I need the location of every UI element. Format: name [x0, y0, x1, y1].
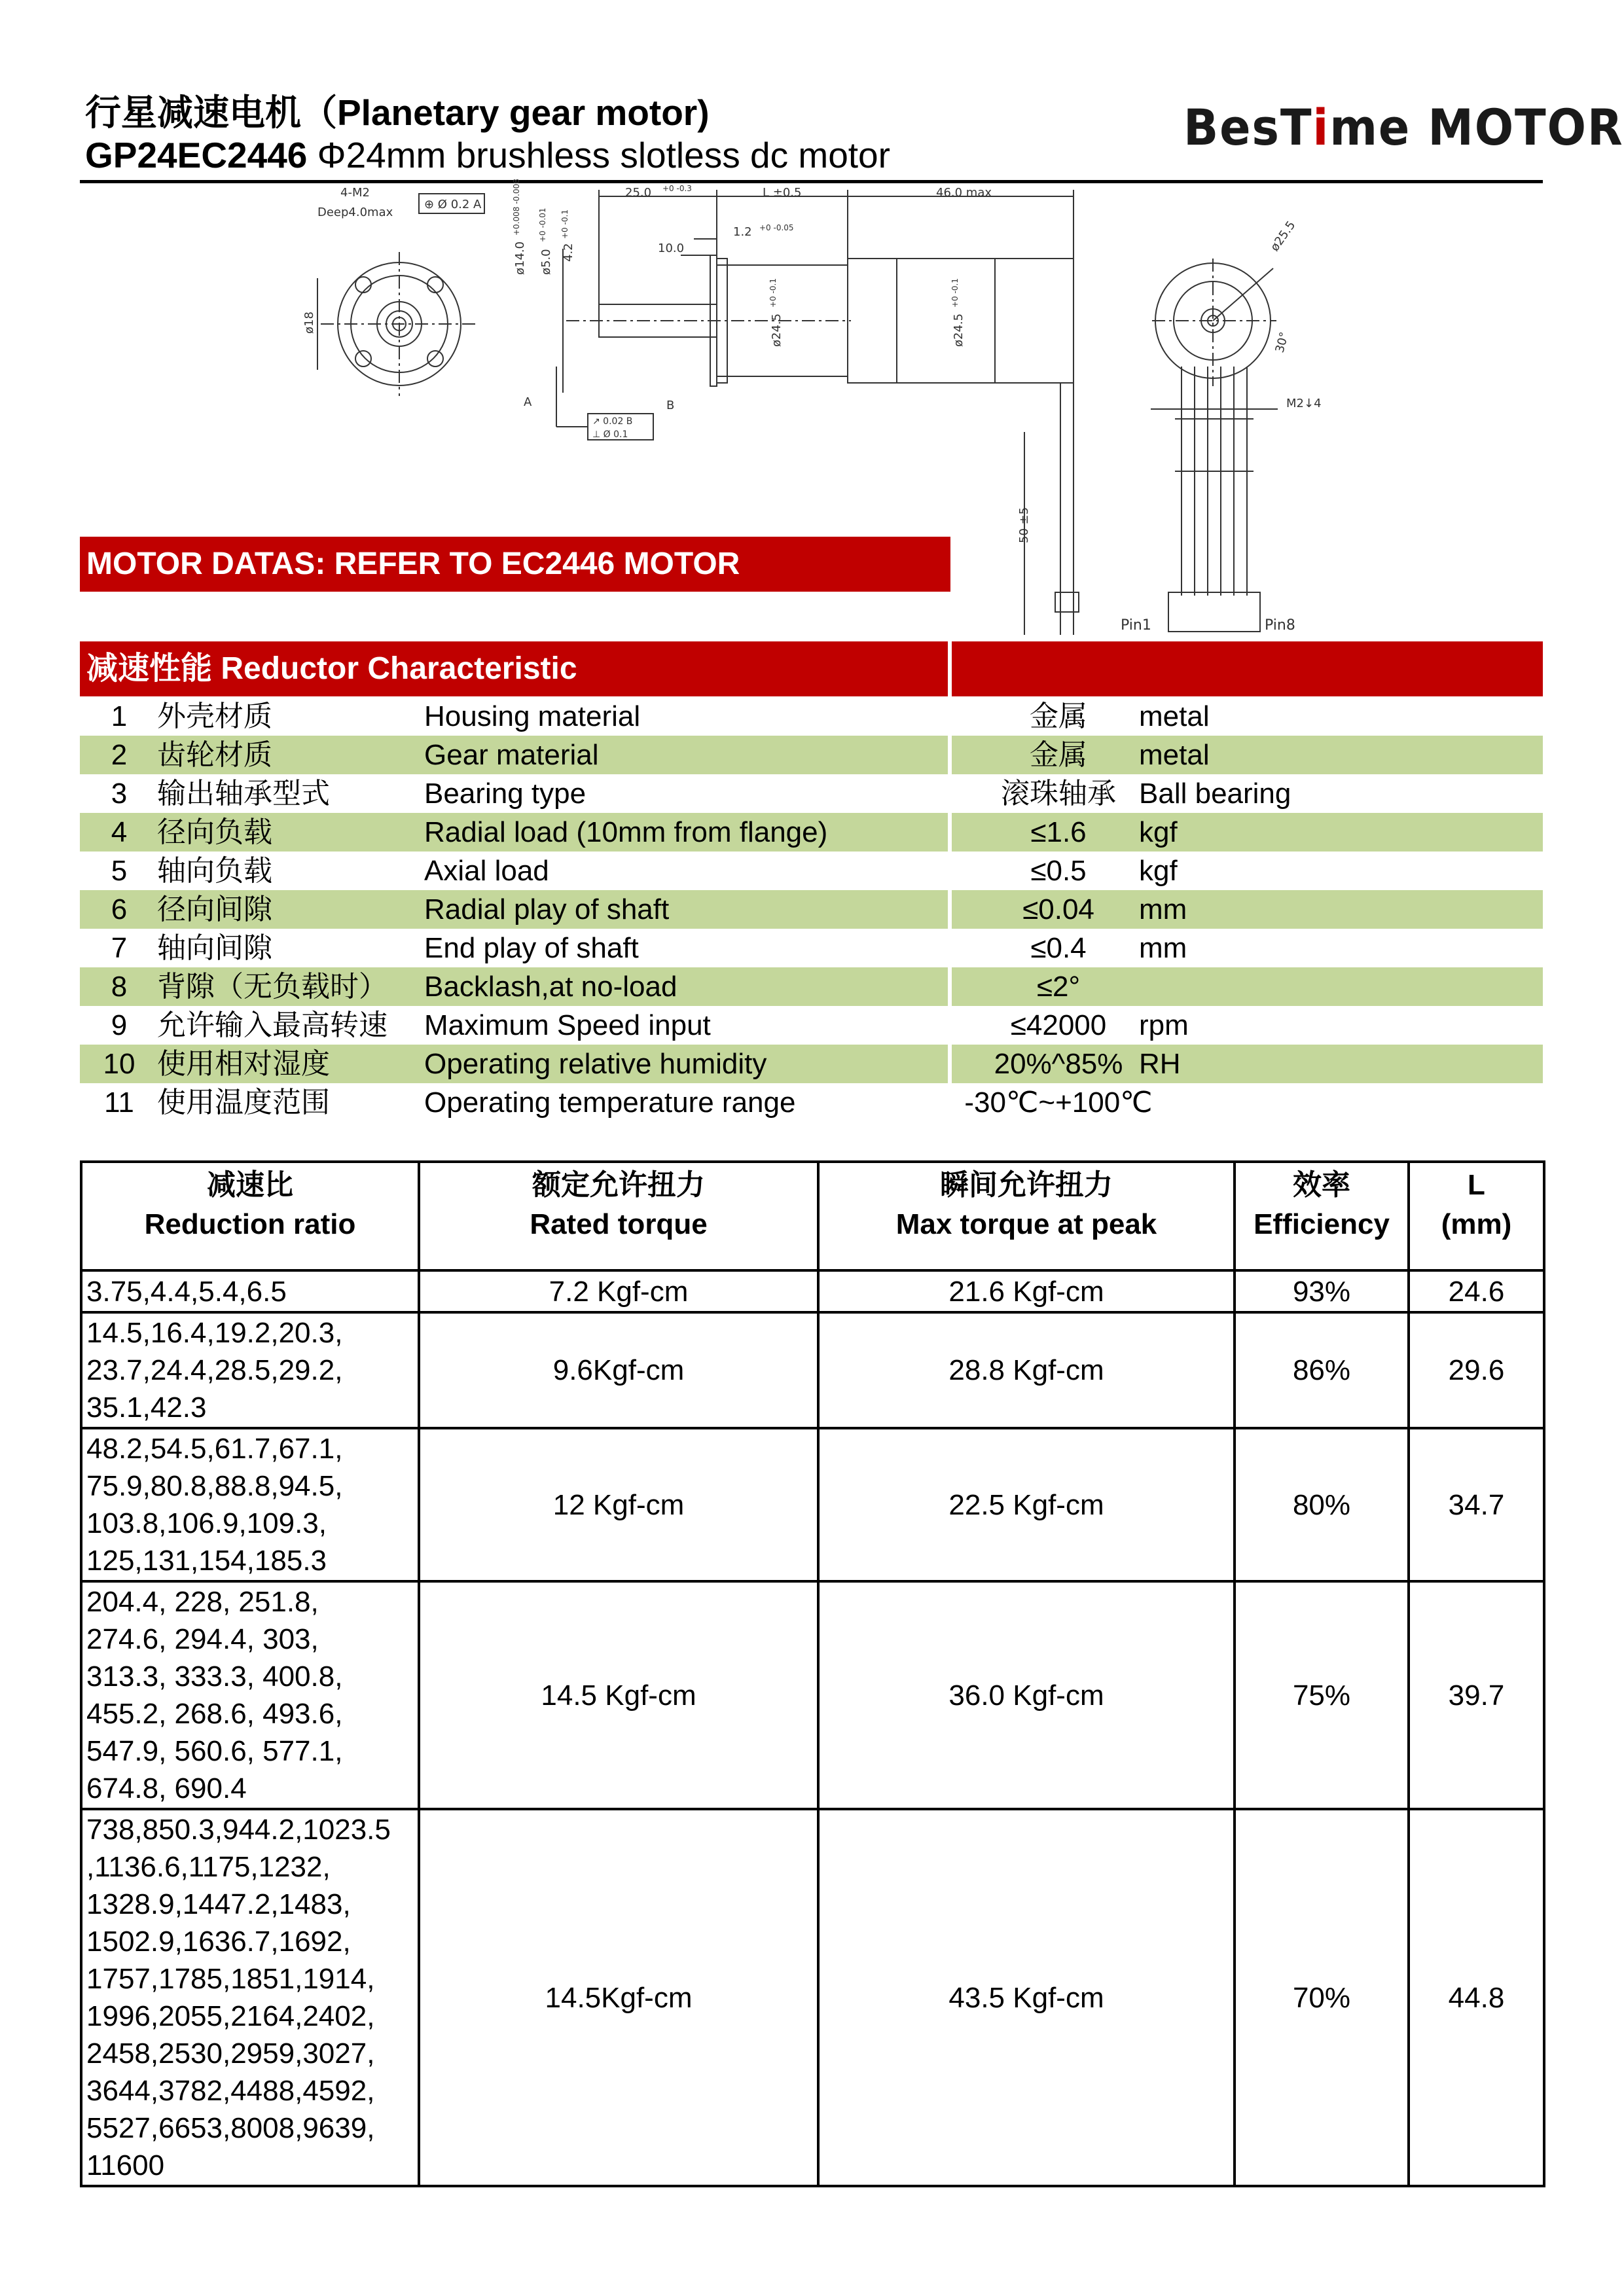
runout-tolerance: ↗ 0.02 B	[592, 416, 633, 427]
rated-cell: 14.5Kgf-cm	[419, 1809, 818, 2186]
header-ratio: 减速比 Reduction ratio	[81, 1162, 419, 1270]
header-length: L (mm)	[1409, 1162, 1544, 1270]
dim-4-2-tol: +0 -0.1	[560, 209, 569, 239]
peak-cell: 36.0 Kgf-cm	[818, 1581, 1235, 1809]
peak-cell: 43.5 Kgf-cm	[818, 1809, 1235, 2186]
dia-5: ø5.0	[539, 249, 553, 275]
dim-10: 10.0	[658, 242, 685, 255]
ratio-cell: 738,850.3,944.2,1023.5 ,1136.6,1175,1232, 1328.9,1447.2,1483, 1502.9,1636.7,1692, 1757,1785,1851,1914, 1996,2055,2164,2402, 2458,2530,2959,3027, 3644,3782,4488,4592, 5527,6653,8008,9639, 11600	[81, 1809, 419, 2186]
rated-cell: 7.2 Kgf-cm	[419, 1270, 818, 1312]
datum-a: A	[524, 395, 532, 409]
char-row-7: 7 轴向间隙 End play of shaft ≤0.4 mm	[111, 931, 1187, 965]
dia-5-tol: +0 -0.01	[538, 207, 547, 242]
rated-cell: 12 Kgf-cm	[419, 1428, 818, 1581]
dia-24-5-gearbox: ø24.5	[770, 313, 784, 347]
angle-30: 30°	[1272, 331, 1292, 355]
pin1-label: Pin1	[1121, 617, 1151, 634]
depth-label: Deep4.0max	[317, 206, 393, 219]
dim-1-2-tol: +0 -0.05	[759, 223, 794, 232]
pin8-label: Pin8	[1265, 617, 1295, 634]
model-number: GP24EC2446	[85, 135, 308, 175]
reductor-heading-cn: 减速性能	[86, 651, 213, 686]
table-row	[81, 1809, 1544, 2186]
char-row-6: 6 径向间隙 Radial play of shaft ≤0.04 mm	[80, 890, 1543, 929]
brand-logo: BesTime MOTOR	[1183, 98, 1624, 156]
lead-length: 50 ±5	[1017, 507, 1031, 543]
table-row	[81, 1270, 1544, 1312]
char-row-4: 4 径向负载 Radial load (10mm from flange) ≤1.6 kgf	[80, 813, 1543, 852]
dia-24-5-motor-tol: +0 -0.1	[950, 278, 960, 308]
perpendicularity-tolerance: ⊥ Ø 0.1	[592, 429, 628, 440]
table-row	[81, 1428, 1544, 1581]
table-row	[81, 1312, 1544, 1428]
length-cell: 29.6	[1409, 1312, 1544, 1428]
dia-18: ø18	[302, 312, 316, 334]
efficiency-cell: 75%	[1235, 1581, 1409, 1809]
length-cell: 34.7	[1409, 1428, 1544, 1581]
ratio-cell: 204.4, 228, 251.8, 274.6, 294.4, 303, 313.3, 333.3, 400.8, 455.2, 268.6, 493.6, 547.9, 560.6, 577.1, 674.8, 690.4	[81, 1581, 419, 1809]
model-description: Φ24mm brushless slotless dc motor	[307, 135, 890, 175]
table-row	[81, 1581, 1544, 1809]
table-header-row	[81, 1162, 1544, 1270]
motor-datas-banner: MOTOR DATAS: REFER TO EC2446 MOTOR	[80, 537, 950, 592]
ratio-cell: 48.2,54.5,61.7,67.1, 75.9,80.8,88.8,94.5, 103.8,106.9,109.3, 125,131,154,185.3	[81, 1428, 419, 1581]
dim-25: 25.0	[625, 186, 652, 200]
efficiency-cell: 93%	[1235, 1270, 1409, 1312]
dim-1-2: 1.2	[733, 225, 752, 239]
dim-46: 46.0 max	[936, 186, 992, 200]
peak-cell: 21.6 Kgf-cm	[818, 1270, 1235, 1312]
char-row-3: 3 输出轴承型式 Bearing type 滚珠轴承 Ball bearing	[111, 777, 1291, 810]
datum-b: B	[666, 399, 675, 412]
efficiency-cell: 80%	[1235, 1428, 1409, 1581]
dia-25-5: ø25.5	[1267, 218, 1299, 254]
rated-cell: 9.6Kgf-cm	[419, 1312, 818, 1428]
rated-cell: 14.5 Kgf-cm	[419, 1581, 818, 1809]
reductor-heading-en: Reductor Characteristic	[212, 651, 577, 686]
header-peak: 瞬间允许扭力 Max torque at peak	[818, 1162, 1235, 1270]
holes-label: 4-M2	[340, 186, 370, 200]
ratio-cell: 14.5,16.4,19.2,20.3, 23.7,24.4,28.5,29.2, 35.1,42.3	[81, 1312, 419, 1428]
header-efficiency: 效率 Efficiency	[1235, 1162, 1409, 1270]
dia-24-5-gearbox-tol: +0 -0.1	[768, 278, 778, 308]
reductor-heading	[80, 641, 1543, 696]
dim-4-2: 4.2	[562, 243, 575, 262]
char-row-2: 2 齿轮材质 Gear material 金属 metal	[80, 736, 1543, 774]
char-row-1: 1 外壳材质 Housing material 金属 metal	[111, 700, 1210, 733]
rows-separator	[948, 736, 952, 1122]
dim-25-tol: +0 -0.3	[662, 184, 692, 193]
heading-separator	[948, 641, 952, 696]
char-row-11: 11 使用温度范围 Operating temperature range -30℃~+100℃	[104, 1086, 1153, 1119]
char-row-10: 10 使用相对湿度 Operating relative humidity 20%^85% RH	[80, 1045, 1543, 1083]
char-row-9: 9 允许输入最高转速 Maximum Speed input ≤42000 rpm	[111, 1009, 1189, 1042]
length-cell: 39.7	[1409, 1581, 1544, 1809]
torque-table	[80, 1160, 1545, 2187]
dim-L: L ±0.5	[763, 186, 802, 200]
ratio-cell: 3.75,4.4,5.4,6.5	[81, 1270, 419, 1312]
length-cell: 44.8	[1409, 1809, 1544, 2186]
page-title: 行星减速电机（Planetary gear motor)	[85, 92, 710, 133]
char-row-8: 8 背隙（无负载时） Backlash,at no-load ≤2°	[80, 967, 1543, 1006]
m2-label: M2↓4	[1286, 397, 1322, 410]
dia-14-tol: +0.008 -0.008	[512, 179, 521, 236]
position-tolerance: ⊕ Ø 0.2 A	[424, 198, 482, 211]
header-rated: 额定允许扭力 Rated torque	[419, 1162, 818, 1270]
char-row-5: 5 轴向负载 Axial load ≤0.5 kgf	[111, 854, 1178, 888]
peak-cell: 22.5 Kgf-cm	[818, 1428, 1235, 1581]
efficiency-cell: 70%	[1235, 1809, 1409, 2186]
peak-cell: 28.8 Kgf-cm	[818, 1312, 1235, 1428]
dia-14: ø14.0	[513, 241, 527, 275]
efficiency-cell: 86%	[1235, 1312, 1409, 1428]
dia-24-5-motor: ø24.5	[952, 313, 965, 347]
length-cell: 24.6	[1409, 1270, 1544, 1312]
